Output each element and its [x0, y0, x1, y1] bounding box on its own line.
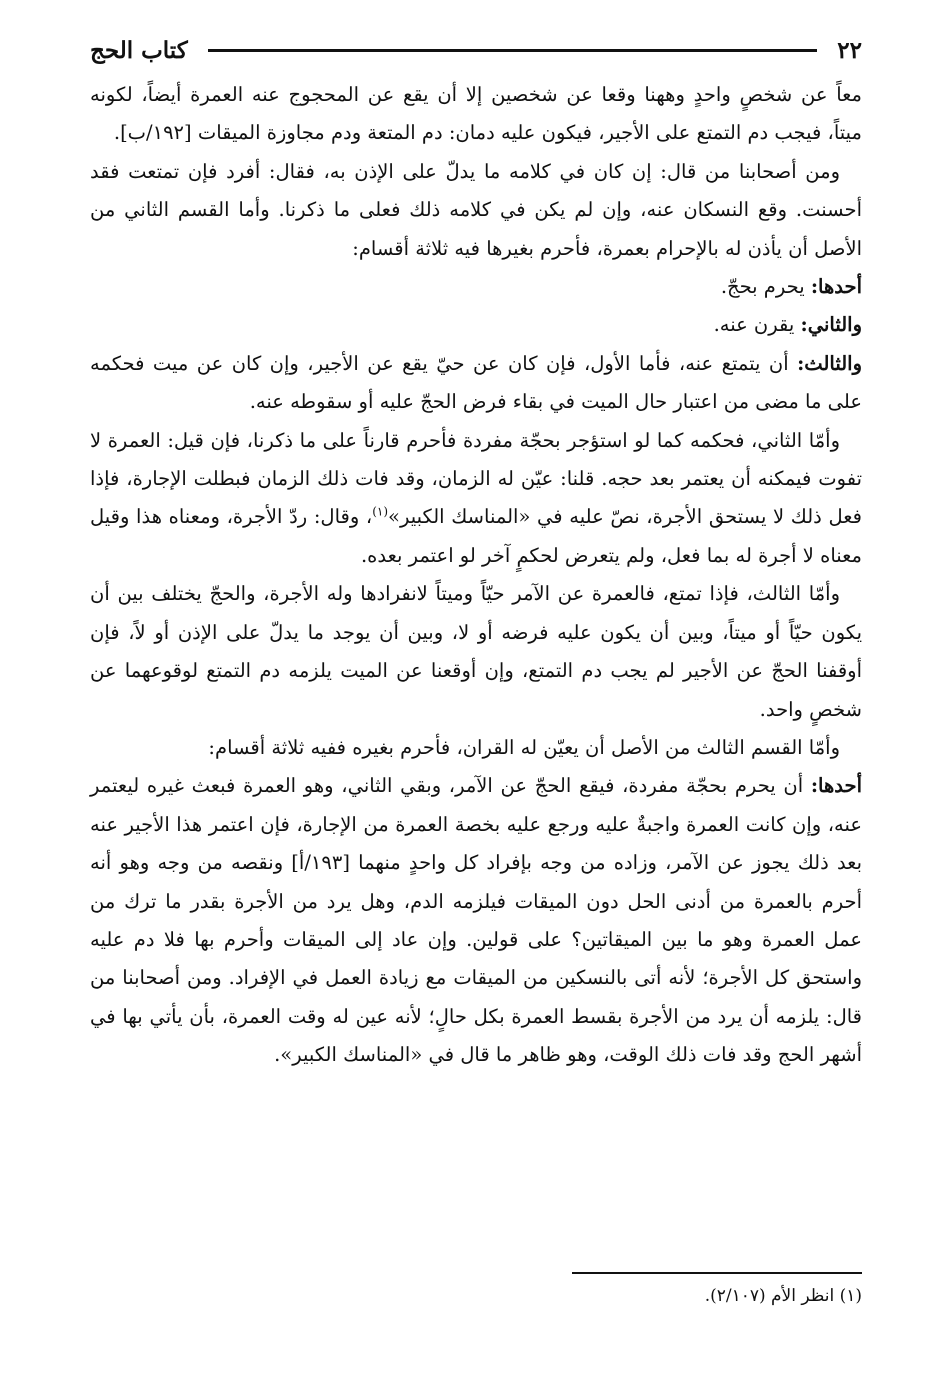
item-text: يقرن عنه. [713, 313, 801, 337]
footnote-text: انظر الأم (٢/١٠٧). [704, 1286, 835, 1306]
paragraph-text: وأمّا الثاني، فحكمه كما لو استؤجر بحجّة مفردة فأحرم قارناً على ما ذكرنا، فإن قيل: العمرة لا تفوت فيمكنه أن يعتمر بعد حجه. قلنا: عيّن له الزمان، وقد فات ذلك الزمان فبطلت الإجارة، فإذا فعل ذلك لا يستحق الأجرة، نصّ عليه في «المناسك الكبير» [90, 428, 862, 529]
footnote-marker: (١) [839, 1286, 862, 1306]
paragraph [90, 422, 862, 576]
page-header [90, 30, 862, 70]
paragraph [90, 153, 862, 268]
list-item [90, 268, 862, 306]
paragraph-text: ومن أصحابنا من قال: إن كان في كلامه ما يدلّ على الإذن به، فقال: أفرد فإن تمتعت فقد أحسنت. وقع النسكان عنه، وإن لم يكن في كلامه ذلك فعلى ما ذكرنا. وأما القسم الثاني من الأصل أن يأذن له بالإحرام بعمرة، فأحرم بغيرها فيه ثلاثة أقسام: [90, 159, 862, 260]
paragraph [90, 729, 862, 767]
paragraph-text: معاً عن شخصٍ واحدٍ وههنا وقعا عن شخصين إلا أن يقع عن المحجوج عنه العمرة أيضاً، لكونه ميتاً، فيجب دم التمتع على الأجير، فيكون عليه دمان: دم المتعة ودم مجاوزة الميقات [١٩٢/ب]. [90, 83, 862, 145]
item-lead: أحدها: [810, 275, 862, 299]
body-text [90, 76, 862, 1075]
item-lead: والثاني: [800, 313, 862, 337]
paragraph-text: وأمّا القسم الثالث من الأصل أن يعيّن له القران، فأحرم بغيره ففيه ثلاثة أقسام: [208, 735, 840, 759]
footnote-rule [572, 1272, 862, 1274]
running-title: كتاب الحج [90, 36, 188, 64]
footnote-reference[interactable]: (١) [372, 504, 389, 519]
list-item [90, 345, 862, 422]
footnote [705, 1286, 862, 1306]
paragraph-text: وأمّا الثالث، فإذا تمتع، فالعمرة عن الآمر حيّاً وميتاً لانفرادها وله الأجرة، والحجّ يختلف بين أن يكون حيّاً أو ميتاً، وبين أن يكون عليه فرضه أو لا، وبين أن يوجد ما يدلّ على الإذن أو لاً، فإن أوقفنا الحجّ عن الأجير لم يجب دم التمتع، وإن أوقعنا عن الميت يلزمه دم التمتع لوقوعهما عن شخصٍ واحد. [90, 582, 862, 721]
list-item [90, 767, 862, 1074]
item-lead: أحدها: [810, 774, 862, 798]
list-item [90, 306, 862, 344]
item-text: أن يحرم بحجّة مفردة، فيقع الحجّ عن الآمر، وبقي الثاني، وهو العمرة فبعث غيره ليعتمر عنه، وإن كانت العمرة واجبةٌ عليه ورجع عليه بخصة العمرة من الإجارة، فإن اعتمر هذا الأجير عنه بعد ذلك يجوز عن الآمر، وزاده من وجه بإفراد كل واحدٍ منهما [١٩٣/أ] ونقصه من وجه وهو أنه أحرم بالعمرة من أدنى الحل دون الميقات فيلزمه الدم، وهل يرد من الأجرة بقدر ما ترك من عمل العمرة وهو ما بين الميقاتين؟ على قولين. وإن عاد إلى الميقات وأحرم بها فلا دم عليه واستحق كل الأجرة؛ لأنه أتى بالنسكين من الميقات مع زيادة العمل في الإفراد. ومن أصحابنا من قال: يلزمه أن يرد من الأجرة بقسط العمرة بكل حالٍ؛ لأنه عين له وقت العمرة، بأن يأتي بها في أشهر الحج وقد فات ذلك الوقت، وهو ظاهر ما قال في «المناسك الكبير». [90, 774, 863, 1067]
page-number: ٢٢ [837, 36, 862, 64]
document-page [90, 30, 862, 1075]
item-text: أن يتمتع عنه، فأما الأول، فإن كان عن حيّ يقع عن الأجير، وإن كان عن ميت فحكمه على ما مضى من اعتبار حال الميت في بقاء فرض الحجّ عليه أو سقوطه عنه. [90, 351, 862, 414]
item-lead: والثالث: [797, 351, 862, 375]
paragraph-text-continued: ، وقال: ردّ الأجرة، ومعناه هذا وقيل معناه لا أجرة له بما فعل، ولم يتعرض لحكمٍ آخر لو اعتمر بعده. [90, 505, 862, 567]
paragraph [90, 575, 862, 729]
paragraph [90, 76, 862, 153]
item-text: يحرم بحجّ. [720, 275, 811, 299]
header-rule [208, 49, 818, 52]
